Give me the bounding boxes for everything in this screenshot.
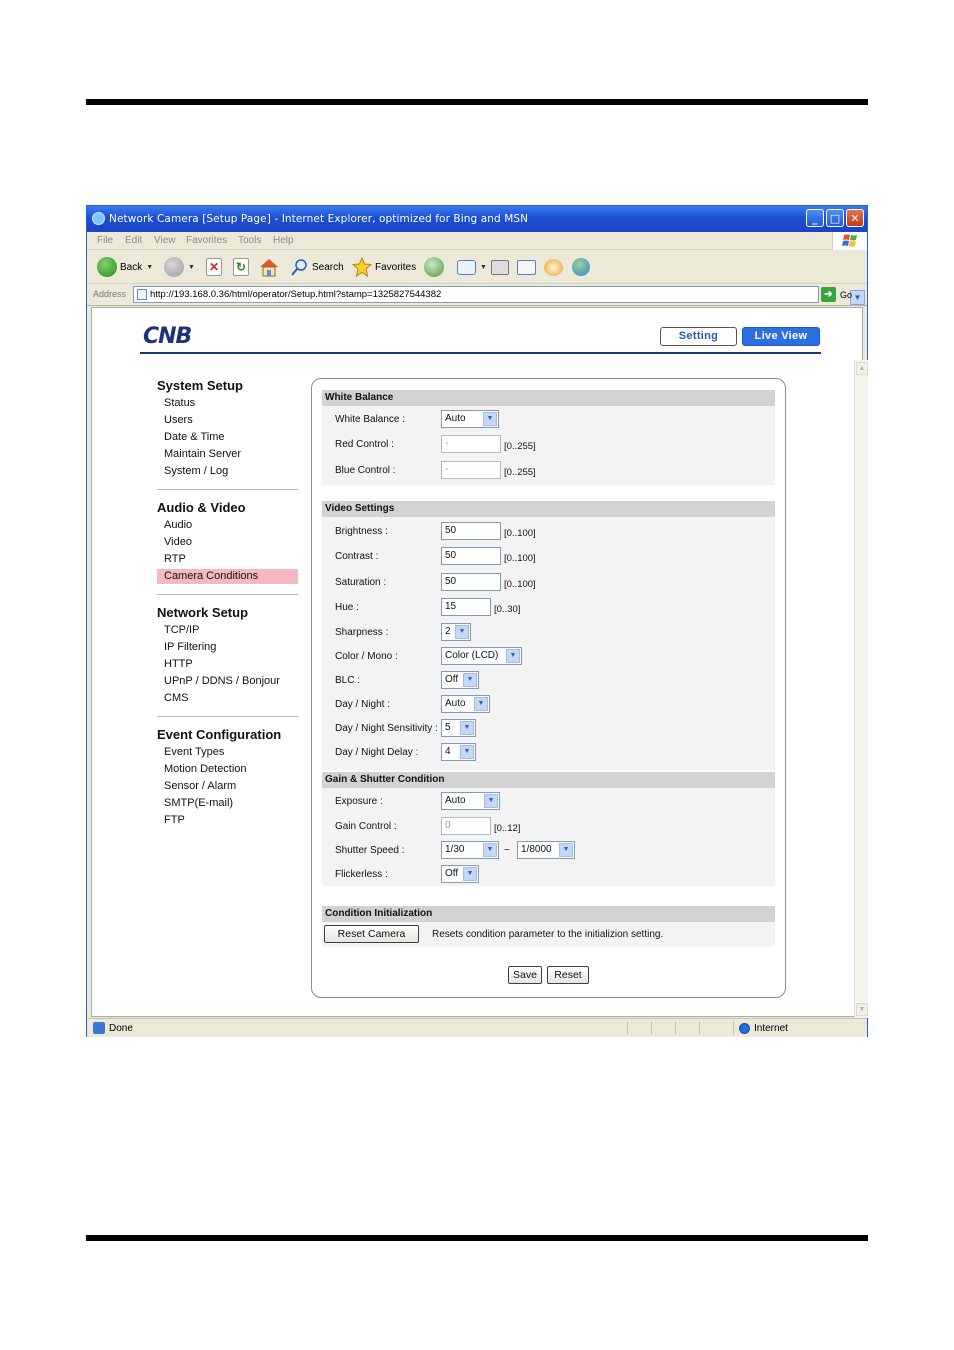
chevron-down-icon: ▼: [455, 625, 469, 639]
favorites-label: Favorites: [375, 261, 417, 273]
section-header-video-settings: Video Settings: [322, 501, 775, 517]
sidebar-item-maintain-server[interactable]: Maintain Server: [164, 448, 242, 460]
security-zone: Internet: [754, 1023, 788, 1034]
sidebar-item-video[interactable]: Video: [164, 536, 192, 548]
day-night-select[interactable]: [441, 695, 490, 713]
sidebar-divider: [157, 716, 298, 717]
color-mono-value: Color (LCD): [445, 650, 499, 661]
menu-tools[interactable]: Tools: [238, 235, 262, 246]
sidebar-title-audio-video: Audio & Video: [157, 500, 246, 515]
toolbar: [87, 250, 867, 284]
saturation-range: [0..100]: [504, 579, 536, 590]
day-night-value: Auto: [445, 698, 466, 709]
chevron-down-icon: ▼: [559, 843, 573, 857]
section-header-white-balance: White Balance: [322, 390, 775, 406]
exposure-value: Auto: [445, 795, 466, 806]
search-button[interactable]: [291, 256, 344, 278]
stop-button[interactable]: [206, 256, 222, 278]
print-button[interactable]: [491, 256, 509, 278]
history-icon: [424, 257, 444, 277]
menu-bar: [87, 232, 867, 250]
red-control-range: [0..255]: [504, 441, 536, 452]
brightness-input[interactable]: 50: [441, 522, 501, 540]
favorites-button[interactable]: [352, 256, 416, 278]
brightness-range: [0..100]: [504, 528, 536, 539]
back-arrow-icon: [97, 257, 117, 277]
page-bottom-rule: [86, 1235, 868, 1241]
section-header-condition-initialization: Condition Initialization: [322, 906, 775, 922]
status-separator: [675, 1021, 676, 1035]
refresh-icon: ↻: [233, 258, 249, 276]
page-viewport: [91, 307, 866, 1017]
status-text: Done: [109, 1023, 133, 1034]
camera-conditions-panel: [311, 378, 786, 998]
day-night-delay-label: Day / Night Delay :: [335, 747, 419, 758]
red-control-input[interactable]: -: [441, 435, 501, 453]
reset-button[interactable]: Reset: [547, 966, 589, 984]
search-icon: [291, 258, 309, 276]
day-night-label: Day / Night :: [335, 699, 391, 710]
menu-edit[interactable]: Edit: [125, 235, 143, 246]
home-button[interactable]: [258, 256, 280, 278]
go-arrow-icon: ➔: [821, 287, 836, 302]
cnb-logo: CNB: [143, 324, 192, 349]
windows-logo-box: [832, 232, 867, 250]
internet-globe-icon: [739, 1023, 750, 1034]
blue-control-range: [0..255]: [504, 467, 536, 478]
status-separator: [699, 1021, 700, 1035]
menu-favorites[interactable]: Favorites: [186, 235, 228, 246]
section-header-gain-shutter: Gain & Shutter Condition: [322, 772, 775, 788]
mail-dropdown-icon[interactable]: ▼: [480, 263, 487, 271]
back-dropdown-icon[interactable]: ▼: [146, 263, 154, 271]
forward-dropdown-icon[interactable]: ▼: [188, 263, 195, 271]
flickerless-label: Flickerless :: [335, 869, 388, 880]
gain-control-input[interactable]: 0: [441, 817, 491, 835]
page-icon: [137, 289, 147, 300]
status-bar: [87, 1018, 867, 1037]
refresh-button[interactable]: [233, 256, 249, 278]
sidebar-item-system-log[interactable]: System / Log: [164, 465, 229, 477]
exposure-select[interactable]: [441, 792, 500, 810]
hue-label: Hue :: [335, 602, 359, 613]
status-separator: [627, 1021, 628, 1035]
status-separator: [733, 1021, 734, 1035]
shutter-max-select[interactable]: [517, 841, 575, 859]
section-condition-initialization: [322, 922, 775, 947]
shutter-range-separator: ~: [504, 845, 510, 856]
contrast-range: [0..100]: [504, 553, 536, 564]
reset-camera-description: Resets condition parameter to the initializion setting.: [432, 929, 664, 940]
white-balance-label: White Balance :: [335, 414, 406, 425]
sharpness-select[interactable]: [441, 623, 471, 641]
blc-label: BLC :: [335, 675, 361, 686]
section-video-settings: [322, 517, 775, 770]
tab-setting[interactable]: Setting: [660, 327, 737, 346]
day-night-sensitivity-value: 5: [445, 722, 451, 733]
address-bar: [87, 284, 867, 306]
discuss-button[interactable]: [544, 256, 563, 278]
sharpness-value: 2: [445, 626, 451, 637]
sidebar-item-date-time[interactable]: Date & Time: [164, 431, 225, 443]
title-bar[interactable]: [87, 206, 867, 232]
go-label: Go: [840, 289, 853, 300]
close-button[interactable]: ✕: [846, 209, 864, 227]
chevron-down-icon: ▼: [484, 794, 498, 808]
shutter-min-value: 1/30: [445, 844, 465, 855]
sidebar-item-upnp-ddns-bonjour[interactable]: UPnP / DDNS / Bonjour: [164, 675, 280, 687]
back-button[interactable]: [97, 256, 153, 278]
edit-button[interactable]: [517, 256, 536, 278]
browser-window: [86, 205, 868, 1037]
sidebar-item-smtp[interactable]: SMTP(E-mail): [164, 797, 234, 809]
color-mono-select[interactable]: [441, 647, 522, 665]
chevron-down-icon: ▼: [506, 649, 520, 663]
hue-input[interactable]: 15: [441, 598, 491, 616]
shutter-max-value: 1/8000: [521, 844, 552, 855]
contrast-input[interactable]: 50: [441, 547, 501, 565]
vertical-scrollbar[interactable]: [854, 360, 868, 1018]
chevron-down-icon: ▼: [463, 673, 477, 687]
forward-arrow-icon: [164, 257, 184, 277]
sidebar-item-rtp[interactable]: RTP: [164, 553, 186, 565]
reset-camera-button[interactable]: Reset Camera: [324, 925, 419, 943]
status-separator: [651, 1021, 652, 1035]
contrast-label: Contrast :: [335, 551, 379, 562]
day-night-sensitivity-select[interactable]: [441, 719, 476, 737]
gain-control-range: [0..12]: [494, 823, 521, 834]
chevron-down-icon: ▼: [483, 843, 497, 857]
blue-control-label: Blue Control :: [335, 465, 396, 476]
sidebar-item-motion-detection[interactable]: Motion Detection: [164, 763, 247, 775]
chevron-down-icon: ▼: [483, 412, 497, 426]
search-label: Search: [312, 261, 344, 273]
sidebar-item-event-types[interactable]: Event Types: [164, 746, 225, 758]
sidebar-item-tcp-ip[interactable]: TCP/IP: [164, 624, 200, 636]
tab-live-view[interactable]: Live View: [742, 327, 820, 346]
white-balance-value: Auto: [445, 413, 466, 424]
menu-view[interactable]: View: [154, 235, 176, 246]
address-label: Address: [93, 289, 127, 299]
section-gain-shutter: [322, 788, 775, 886]
sidebar-divider: [157, 594, 298, 595]
blue-control-input[interactable]: -: [441, 461, 501, 479]
home-icon: [258, 257, 280, 277]
sidebar-item-http[interactable]: HTTP: [164, 658, 193, 670]
menu-help[interactable]: Help: [273, 235, 294, 246]
sidebar-item-cms[interactable]: CMS: [164, 692, 189, 704]
chevron-down-icon: ▼: [474, 697, 488, 711]
shutter-speed-label: Shutter Speed :: [335, 845, 405, 856]
chevron-down-icon: ▼: [460, 745, 474, 759]
address-dropdown-icon[interactable]: ▼: [850, 290, 865, 305]
edit-page-icon: [517, 260, 536, 275]
messenger-button[interactable]: [572, 256, 590, 278]
header-divider: [140, 352, 821, 354]
saturation-label: Saturation :: [335, 577, 387, 588]
page-done-icon: [93, 1022, 105, 1034]
save-button[interactable]: Save: [508, 966, 542, 984]
page-top-rule: [86, 99, 868, 105]
hue-range: [0..30]: [494, 604, 521, 615]
white-balance-select[interactable]: [441, 410, 499, 428]
mail-button[interactable]: [457, 256, 487, 278]
day-night-sensitivity-label: Day / Night Sensitivity :: [335, 723, 438, 734]
color-mono-label: Color / Mono :: [335, 651, 398, 662]
blc-select[interactable]: [441, 671, 479, 689]
window-title: Network Camera [Setup Page] - Internet Explorer, optimized for Bing and MSN: [109, 213, 529, 225]
shutter-min-select[interactable]: [441, 841, 499, 859]
section-white-balance: [322, 406, 775, 485]
red-control-label: Red Control :: [335, 439, 394, 450]
mail-icon: [457, 260, 476, 275]
go-button[interactable]: [821, 287, 852, 302]
menu-file[interactable]: File: [97, 235, 114, 246]
sidebar-item-camera-conditions[interactable]: Camera Conditions: [157, 569, 298, 584]
flickerless-select[interactable]: [441, 865, 479, 883]
chevron-down-icon: ▼: [460, 721, 474, 735]
sidebar-divider: [157, 489, 298, 490]
sharpness-label: Sharpness :: [335, 627, 389, 638]
forward-button[interactable]: [164, 256, 195, 278]
print-icon: [491, 260, 509, 275]
sidebar-item-ip-filtering[interactable]: IP Filtering: [164, 641, 217, 653]
sidebar-title-event-configuration: Event Configuration: [157, 727, 282, 742]
exposure-label: Exposure :: [335, 796, 383, 807]
sidebar-item-sensor-alarm[interactable]: Sensor / Alarm: [164, 780, 237, 792]
day-night-delay-select[interactable]: [441, 743, 476, 761]
discuss-icon: [544, 259, 563, 276]
chevron-down-icon: ▼: [463, 867, 477, 881]
stop-icon: ✕: [206, 258, 222, 276]
sidebar-item-users[interactable]: Users: [164, 414, 193, 426]
history-button[interactable]: [424, 256, 444, 278]
blc-value: Off: [445, 674, 459, 685]
sidebar-item-ftp[interactable]: FTP: [164, 814, 185, 826]
address-url: http://193.168.0.36/html/operator/Setup.html?stamp=1325827544382: [150, 289, 442, 300]
messenger-icon: [572, 258, 590, 276]
ie-icon: [92, 212, 105, 225]
gain-control-label: Gain Control :: [335, 821, 397, 832]
windows-flag-icon: [841, 233, 861, 249]
day-night-delay-value: 4: [445, 746, 451, 757]
minimize-button[interactable]: _: [806, 209, 824, 227]
sidebar-item-audio[interactable]: Audio: [164, 519, 193, 531]
back-label: Back: [120, 261, 143, 273]
favorites-star-icon: [352, 257, 372, 277]
flickerless-value: Off: [445, 868, 459, 879]
sidebar-title-network-setup: Network Setup: [157, 605, 249, 620]
sidebar-item-status[interactable]: Status: [164, 397, 196, 409]
scroll-down-icon[interactable]: ▼: [856, 1003, 868, 1016]
sidebar-title-system-setup: System Setup: [157, 378, 243, 393]
brightness-label: Brightness :: [335, 526, 388, 537]
saturation-input[interactable]: 50: [441, 573, 501, 591]
maximize-button[interactable]: □: [826, 209, 844, 227]
scroll-up-icon[interactable]: ▲: [856, 362, 868, 375]
